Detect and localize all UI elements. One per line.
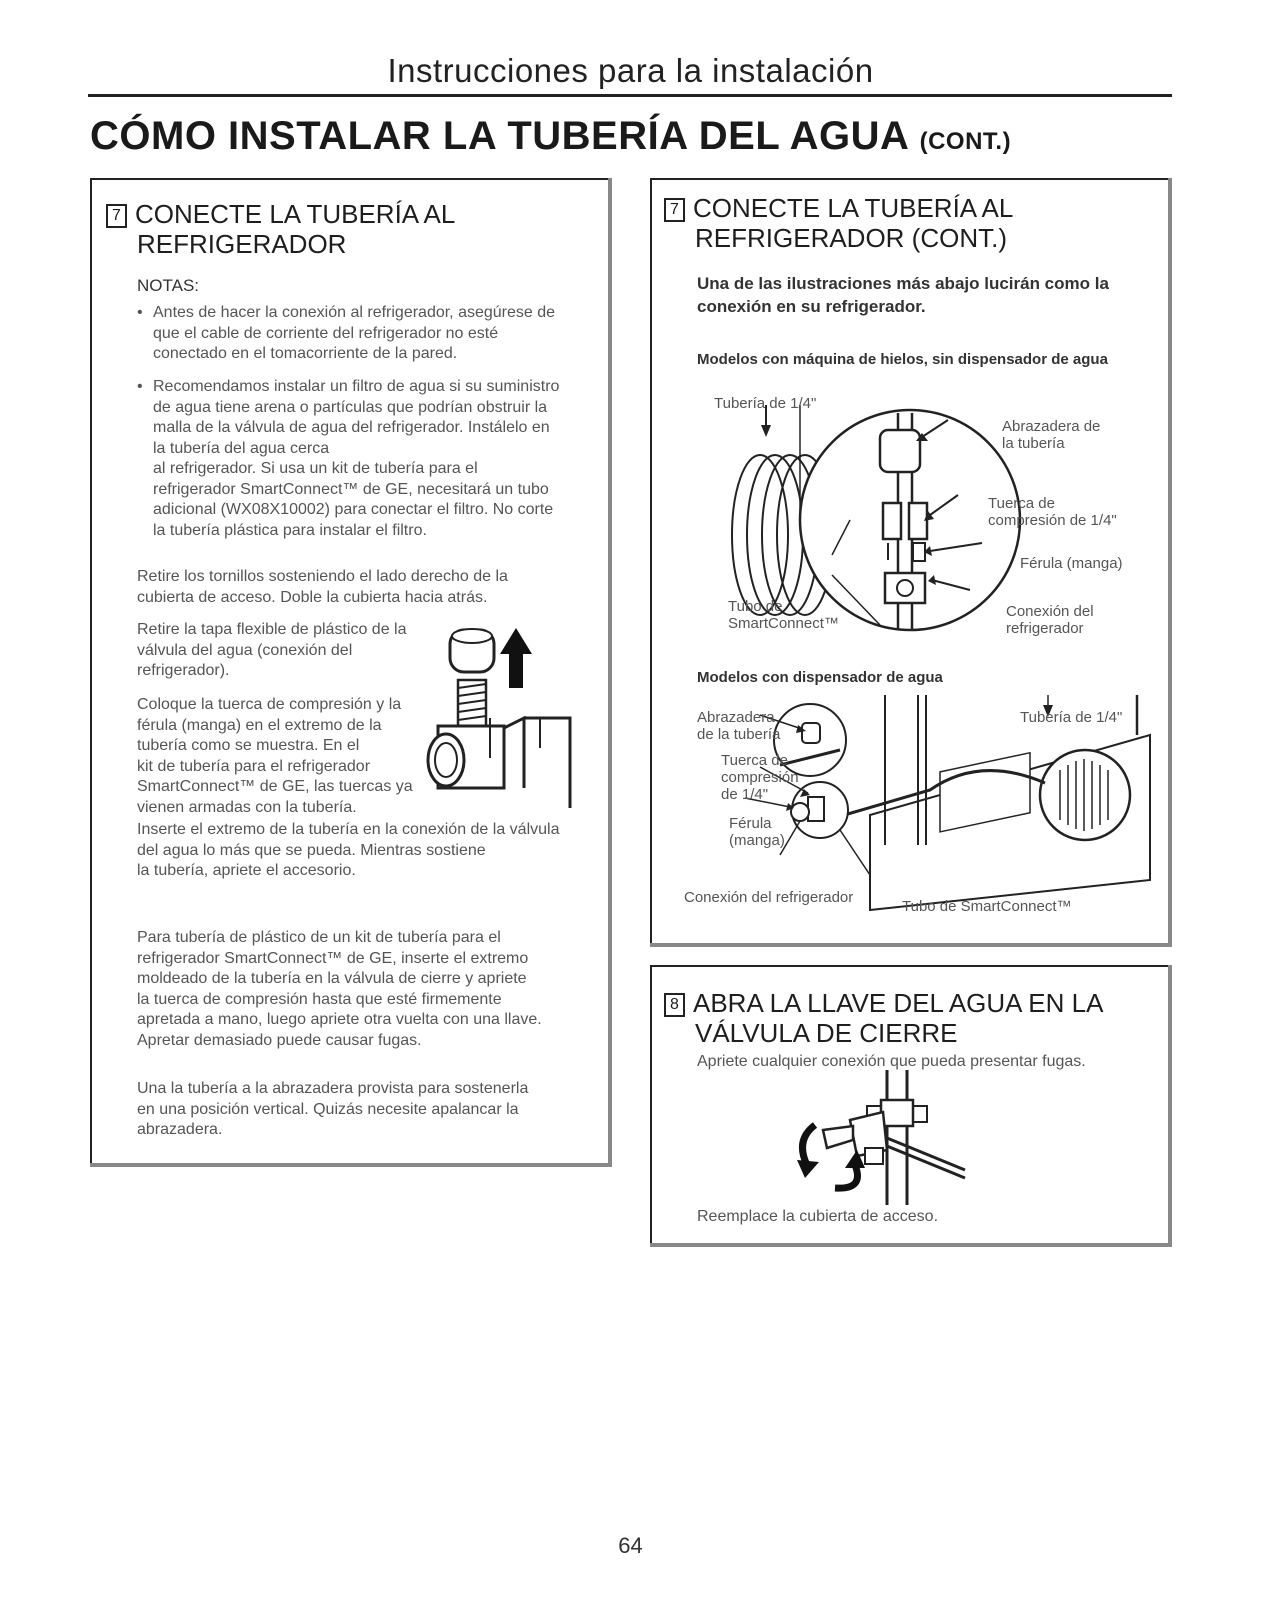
header-rule [88, 94, 1172, 97]
right-step-heading [664, 193, 1013, 253]
page-title-text: CÓMO INSTALAR LA TUBERÍA DEL AGUA [90, 114, 908, 158]
text-line: (manga) [729, 832, 785, 849]
text-line: refrigerador). [137, 662, 230, 679]
text-line: apretada a mano, luego apriete otra vuelta con una llave. [137, 1011, 542, 1028]
step-number-badge: 7 [664, 198, 685, 222]
text-line: conexión en su refrigerador. [697, 297, 926, 316]
text-line: la tubería [1002, 435, 1065, 452]
page-title-suffix: (CONT.) [919, 128, 1012, 155]
text-line: Férula [729, 815, 772, 832]
text-line: cubierta de acceso. Doble la cubierta hacia atrás. [137, 588, 488, 606]
note-bullet-2 [153, 377, 593, 541]
paragraph-attach-clamp [137, 1079, 597, 1141]
paragraph-place-nut [137, 695, 447, 818]
shutoff-valve-illustration [795, 1070, 1005, 1205]
fig1-label-nut [988, 495, 1117, 529]
text-line: Una la tubería a la abrazadera provista para sostenerla [137, 1080, 529, 1097]
section-header: Instrucciones para la instalación [387, 52, 874, 89]
right-bottom-panel-shadow [1168, 965, 1172, 1247]
paragraph-plastic-tubing [137, 928, 597, 1051]
text-line: que el cable de corriente del refrigerador no esté [153, 324, 499, 342]
text-line: • Antes de hacer la conexión al refrigerador, asegúrese de [153, 304, 556, 321]
text-line: Retire la tapa flexible de plástico de la [137, 621, 407, 638]
text-line: válvula del agua (conexión del [137, 641, 353, 659]
right-heading-line2: REFRIGERADOR (CONT.) [695, 223, 1007, 253]
fig2-label-ferrule [729, 815, 785, 849]
step-number-badge: 7 [106, 204, 127, 228]
text-line: Coloque la tuerca de compresión y la [137, 696, 402, 713]
text-line: de 1/4" [721, 786, 769, 803]
water-valve-illustration [420, 618, 595, 810]
fig2-label-tubing: Tubería de 1/4" [1020, 709, 1123, 726]
right-heading-line1: CONECTE LA TUBERÍA AL [693, 193, 1014, 223]
figure2-title: Modelos con dispensador de agua [697, 669, 943, 686]
text-line: Tubo de [728, 598, 783, 615]
text-line: SmartConnect™ [728, 615, 839, 632]
text-line: Inserte el extremo de la tubería en la conexión de la válvula [137, 821, 560, 838]
text-line: refrigerador [1006, 620, 1084, 637]
figure1-title: Modelos con máquina de hielos, sin dispensador de agua [697, 351, 1108, 368]
text-line: Apretar demasiado puede causar fugas. [137, 1031, 422, 1049]
text-line: tubería como se muestra. En el [137, 737, 360, 754]
intro-text [697, 272, 1157, 318]
text-line: vienen armadas con la tubería. [137, 798, 357, 816]
page-title [90, 114, 1011, 159]
right-bottom-panel-shadow-bottom [650, 1243, 1172, 1247]
fig1-label-connection [1006, 603, 1094, 637]
text-line: férula (manga) en el extremo de la [137, 716, 382, 734]
text-line: SmartConnect™ de GE, las tuercas ya [137, 778, 413, 795]
step-number-badge: 8 [664, 993, 685, 1017]
fig1-label-ferrule: Férula (manga) [1020, 555, 1123, 572]
text-line: la tuerca de compresión hasta que esté firmemente [137, 990, 502, 1008]
paragraph-remove-screws [137, 567, 587, 608]
text-line: Tuerca de [721, 752, 788, 769]
fig2-label-clamp [697, 709, 780, 743]
text-line: kit de tubería para el refrigerador [137, 757, 371, 775]
paragraph-insert-tubing [137, 820, 597, 882]
text-line: de agua tiene arena o partículas que podrían obstruir la [153, 398, 548, 416]
notes-label: NOTAS: [137, 276, 200, 295]
text-line: Retire los tornillos sosteniendo el lado derecho de la [137, 568, 508, 585]
text-line: del agua lo más que se pueda. Mientras sostiene [137, 841, 486, 859]
step8-heading [664, 988, 1103, 1048]
text-line: malla de la válvula de agua del refrigerador. Instálelo en [153, 419, 550, 436]
left-panel-shadow [608, 178, 612, 1167]
right-top-panel-shadow-bottom [650, 943, 1172, 947]
fig2-label-nut [721, 752, 799, 803]
fig1-label-smart-tube [728, 598, 839, 632]
text-line: adicional (WX08X10002) para conectar el filtro. No corte [153, 501, 554, 518]
text-line: Abrazadera de [1002, 418, 1101, 435]
left-panel-shadow-bottom [90, 1163, 612, 1167]
step8-heading-line2: VÁLVULA DE CIERRE [695, 1018, 958, 1048]
text-line: la tubería plástica para instalar el filtro. [153, 521, 427, 539]
text-line: Tuerca de [988, 495, 1055, 512]
fig2-label-connection: Conexión del refrigerador [684, 889, 854, 906]
text-line: la tubería del agua cerca [153, 439, 330, 457]
left-step-heading [106, 199, 455, 259]
text-line: conectado en el tomacorriente de la pared. [153, 345, 458, 362]
fig1-label-clamp [1002, 418, 1100, 452]
left-heading-line1: CONECTE LA TUBERÍA AL [135, 199, 456, 229]
paragraph-remove-cap [137, 620, 447, 682]
text-line: refrigerador SmartConnect™ de GE, inserte el extremo [137, 949, 529, 967]
text-line: al refrigerador. Si usa un kit de tubería para el [153, 460, 478, 477]
text-line: compresión de 1/4" [988, 512, 1117, 529]
text-line: Conexión del [1006, 603, 1094, 620]
note-bullet-1 [153, 303, 593, 365]
text-line: la tubería, apriete el accesorio. [137, 862, 356, 879]
step8-footer-text: Reemplace la cubierta de acceso. [697, 1208, 939, 1225]
right-top-panel-shadow [1168, 178, 1172, 947]
text-line: compresión [721, 769, 799, 786]
text-line: refrigerador SmartConnect™ de GE, necesitará un tubo [153, 480, 549, 498]
text-line: en una posición vertical. Quizás necesite apalancar la [137, 1100, 519, 1118]
left-heading-line2: REFRIGERADOR [137, 229, 347, 259]
step8-instruction: Apriete cualquier conexión que pueda presentar fugas. [697, 1053, 1086, 1070]
fig1-label-tubing: Tubería de 1/4" [714, 395, 817, 412]
text-line: Una de las ilustraciones más abajo lucirán como la [697, 274, 1109, 293]
page-number: 64 [618, 1533, 643, 1558]
text-line: moldeado de la tubería en la válvula de cierre y apriete [137, 970, 527, 987]
text-line: de la tubería [697, 726, 781, 743]
text-line: Para tubería de plástico de un kit de tubería para el [137, 929, 501, 946]
text-line: Abrazadera [697, 709, 775, 726]
fig2-label-smart-tube: Tubo de SmartConnect™ [902, 898, 1072, 915]
text-line: • Recomendamos instalar un filtro de agua si su suministro [153, 378, 560, 395]
step8-heading-line1: ABRA LA LLAVE DEL AGUA EN LA [693, 988, 1104, 1018]
text-line: abrazadera. [137, 1121, 223, 1138]
